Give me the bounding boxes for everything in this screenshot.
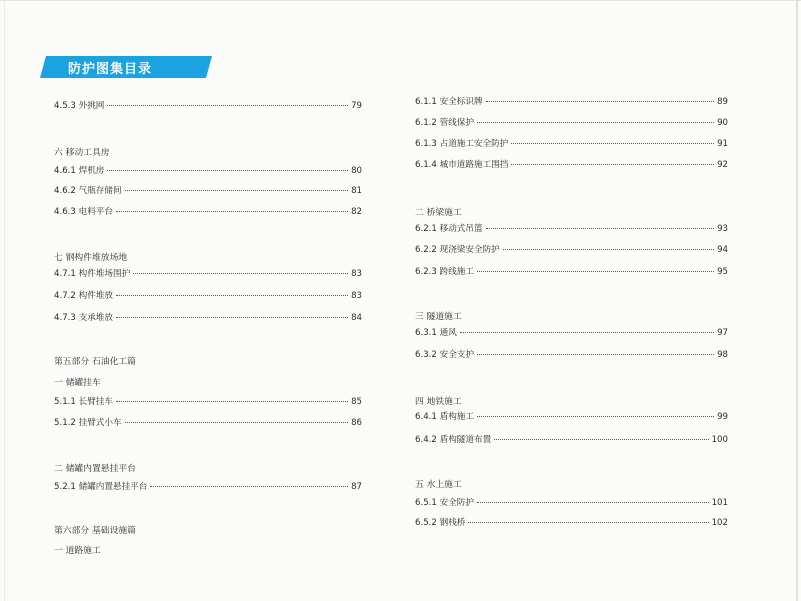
toc-entry[interactable] bbox=[54, 418, 362, 429]
toc-entry[interactable] bbox=[54, 313, 362, 324]
toc-entry[interactable] bbox=[415, 245, 728, 256]
toc-section-heading: 七 钢构件堆放场地 bbox=[54, 253, 128, 263]
toc-page-number: 95 bbox=[717, 267, 728, 277]
page-edge-top bbox=[0, 0, 801, 1]
page-title: 防护图集目录 bbox=[68, 62, 153, 77]
toc-page-number: 102 bbox=[711, 518, 728, 528]
toc-section-heading: 五 水上施工 bbox=[415, 480, 462, 490]
dot-leader bbox=[486, 101, 714, 102]
toc-page-number: 92 bbox=[717, 160, 728, 170]
toc-entry-label: 6.3.2 安全支护 bbox=[415, 350, 474, 360]
toc-entry[interactable] bbox=[415, 118, 728, 129]
toc-section-heading: 二 储罐内置悬挂平台 bbox=[54, 464, 136, 474]
toc-page-number: 86 bbox=[351, 418, 362, 428]
toc-section-heading: 一 道路施工 bbox=[54, 546, 101, 556]
toc-entry-label: 4.7.3 支承堆放 bbox=[54, 313, 113, 323]
dot-leader bbox=[116, 295, 348, 296]
title-banner bbox=[40, 56, 212, 78]
toc-page-number: 80 bbox=[351, 166, 362, 176]
toc-entry-label: 6.5.2 钢栈桥 bbox=[415, 518, 466, 528]
dot-leader bbox=[477, 271, 714, 272]
toc-entry-label: 5.2.1 储罐内置悬挂平台 bbox=[54, 482, 148, 492]
toc-entry-label: 4.7.2 构件堆放 bbox=[54, 291, 113, 301]
toc-entry-label: 4.6.1 焊机房 bbox=[54, 166, 105, 176]
toc-section-heading: 六 移动工具房 bbox=[54, 148, 110, 158]
dot-leader bbox=[494, 439, 708, 440]
toc-entry-label: 4.7.1 构件堆场围护 bbox=[54, 269, 131, 279]
toc-entry[interactable] bbox=[415, 350, 728, 361]
dot-leader bbox=[511, 143, 714, 144]
toc-entry-label: 6.2.3 跨线施工 bbox=[415, 267, 474, 277]
dot-leader bbox=[477, 416, 714, 417]
toc-section-heading: 第五部分 石油化工篇 bbox=[54, 357, 136, 367]
toc-entry[interactable] bbox=[415, 435, 728, 446]
toc-section-heading: 第六部分 基础设施篇 bbox=[54, 526, 136, 536]
toc-entry-label: 6.1.2 管线保护 bbox=[415, 118, 474, 128]
toc-page-number: 82 bbox=[351, 207, 362, 217]
dot-leader bbox=[503, 249, 714, 250]
toc-entry[interactable] bbox=[415, 328, 728, 339]
toc-page-number: 97 bbox=[717, 328, 728, 338]
toc-section-heading: 一 储罐挂车 bbox=[54, 378, 101, 388]
toc-entry[interactable] bbox=[415, 412, 728, 423]
toc-entry-label: 6.4.1 盾构施工 bbox=[415, 412, 474, 422]
toc-page-number: 101 bbox=[711, 498, 728, 508]
dot-leader bbox=[477, 502, 709, 503]
toc-page-number: 100 bbox=[711, 435, 728, 445]
toc-page-number: 83 bbox=[351, 269, 362, 279]
toc-page-number: 81 bbox=[351, 186, 362, 196]
toc-entry[interactable] bbox=[54, 186, 362, 197]
toc-entry[interactable] bbox=[54, 207, 362, 218]
toc-entry[interactable] bbox=[54, 482, 362, 493]
toc-entry[interactable] bbox=[415, 224, 728, 235]
toc-section-heading: 三 隧道施工 bbox=[415, 312, 462, 322]
toc-page-number: 85 bbox=[351, 397, 362, 407]
toc-entry-label: 6.2.1 移动式吊篮 bbox=[415, 224, 483, 234]
toc-entry-label: 5.1.2 挂臂式小车 bbox=[54, 418, 122, 428]
toc-entry-label: 4.6.3 电料平台 bbox=[54, 207, 113, 217]
toc-entry[interactable] bbox=[54, 101, 362, 112]
dot-leader bbox=[477, 122, 714, 123]
toc-entry[interactable] bbox=[54, 166, 362, 177]
toc-page-number: 87 bbox=[351, 482, 362, 492]
toc-section-heading: 二 桥梁施工 bbox=[415, 208, 462, 218]
toc-page-number: 83 bbox=[351, 291, 362, 301]
toc-entry[interactable] bbox=[54, 291, 362, 302]
toc-page-number: 90 bbox=[717, 118, 728, 128]
toc-entry-label: 4.6.2 气瓶存储间 bbox=[54, 186, 122, 196]
toc-page-number: 84 bbox=[351, 313, 362, 323]
toc-entry[interactable] bbox=[415, 160, 728, 171]
toc-page-number: 89 bbox=[717, 97, 728, 107]
toc-entry[interactable] bbox=[415, 498, 728, 509]
toc-entry[interactable] bbox=[54, 269, 362, 280]
toc-entry[interactable] bbox=[415, 267, 728, 278]
toc-entry[interactable] bbox=[415, 518, 728, 529]
dot-leader bbox=[125, 422, 348, 423]
toc-entry-label: 6.5.1 安全防护 bbox=[415, 498, 474, 508]
dot-leader bbox=[116, 211, 348, 212]
dot-leader bbox=[511, 164, 714, 165]
dot-leader bbox=[107, 170, 348, 171]
dot-leader bbox=[116, 401, 348, 402]
toc-entry[interactable] bbox=[415, 97, 728, 108]
dot-leader bbox=[468, 522, 708, 523]
toc-entry-label: 5.1.1 长臂挂车 bbox=[54, 397, 113, 407]
toc-page-number: 93 bbox=[717, 224, 728, 234]
toc-entry-label: 6.1.3 占道施工安全防护 bbox=[415, 139, 509, 149]
toc-entry-label: 4.5.3 外挑网 bbox=[54, 101, 105, 111]
dot-leader bbox=[133, 273, 348, 274]
toc-page-number: 91 bbox=[717, 139, 728, 149]
toc-entry-label: 6.2.2 现浇梁安全防护 bbox=[415, 245, 500, 255]
page-edge-left bbox=[4, 0, 5, 601]
toc-entry-label: 6.3.1 通风 bbox=[415, 328, 457, 338]
dot-leader bbox=[460, 332, 714, 333]
dot-leader bbox=[150, 486, 348, 487]
toc-entry-label: 6.1.4 城市道路施工围挡 bbox=[415, 160, 509, 170]
toc-page-number: 98 bbox=[717, 350, 728, 360]
dot-leader bbox=[477, 354, 714, 355]
toc-entry[interactable] bbox=[54, 397, 362, 408]
dot-leader bbox=[107, 105, 348, 106]
dot-leader bbox=[125, 190, 348, 191]
page-edge-right bbox=[796, 0, 798, 601]
toc-page-number: 79 bbox=[351, 101, 362, 111]
dot-leader bbox=[486, 228, 714, 229]
toc-entry-label: 6.4.2 盾构隧道布置 bbox=[415, 435, 492, 445]
toc-entry-label: 6.1.1 安全标识牌 bbox=[415, 97, 483, 107]
dot-leader bbox=[116, 317, 348, 318]
toc-entry[interactable] bbox=[415, 139, 728, 150]
toc-section-heading: 四 地铁施工 bbox=[415, 397, 462, 407]
toc-page-number: 99 bbox=[717, 412, 728, 422]
toc-page-number: 94 bbox=[717, 245, 728, 255]
